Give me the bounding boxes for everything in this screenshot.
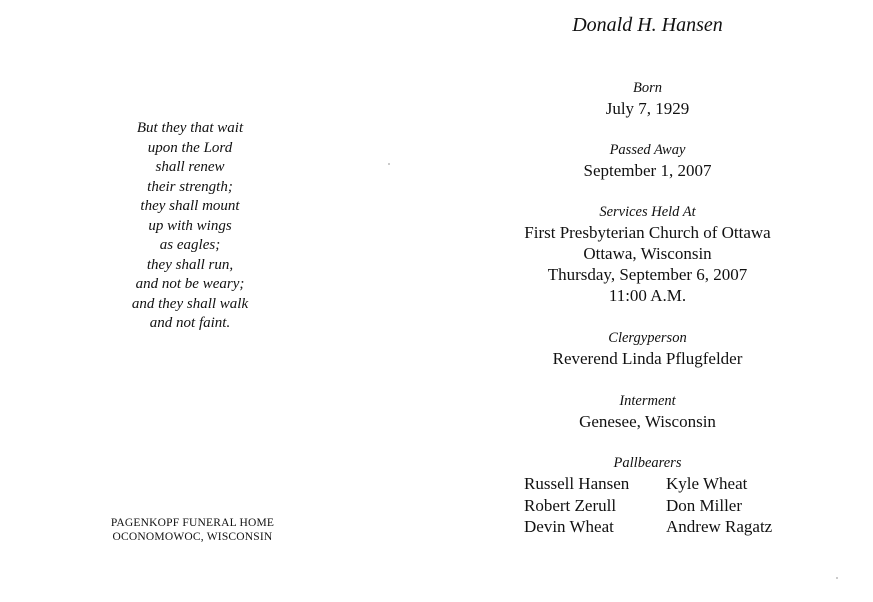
pallbearer-name: Kyle Wheat xyxy=(666,474,748,493)
verse-line: they shall run, xyxy=(146,256,234,273)
verse-line: their strength; xyxy=(147,178,233,195)
services-date: Thursday, September 6, 2007 xyxy=(547,265,748,284)
clergyperson-label: Clergyperson xyxy=(608,330,687,346)
passed-away-label: Passed Away xyxy=(609,142,686,158)
funeral-home xyxy=(100,516,285,544)
verse-line: shall renew xyxy=(155,159,225,175)
passed-away-date: September 1, 2007 xyxy=(583,161,712,180)
deceased-name: Donald H. Hansen xyxy=(572,14,723,36)
services-church: First Presbyterian Church of Ottawa xyxy=(524,223,771,242)
verse-line: up with wings xyxy=(148,217,232,234)
pallbearers-label: Pallbearers xyxy=(613,455,682,471)
passed-away-section xyxy=(500,140,795,181)
pallbearer-name: Robert Zerull xyxy=(524,495,617,515)
clergyperson-section xyxy=(500,328,795,369)
services-time: 11:00 A.M. xyxy=(608,286,687,305)
pallbearer-name: Russell Hansen xyxy=(524,474,630,493)
scan-speck xyxy=(836,577,838,579)
verse-line: and not faint. xyxy=(149,315,231,331)
verse-line: as eagles; xyxy=(159,237,221,253)
pallbearer-name: Devin Wheat xyxy=(524,517,614,536)
interment-location: Genesee, Wisconsin xyxy=(579,412,716,431)
verse-line: and they shall walk xyxy=(131,295,249,312)
pallbearers-section xyxy=(500,453,795,473)
verse-line: they shall mount xyxy=(140,198,240,214)
born-date: July 7, 1929 xyxy=(605,99,690,118)
pallbearer-name: Don Miller xyxy=(666,495,743,515)
scan-speck xyxy=(388,163,390,165)
services-city: Ottawa, Wisconsin xyxy=(583,244,712,263)
born-section xyxy=(500,78,795,119)
services-label: Services Held At xyxy=(599,204,696,220)
born-label: Born xyxy=(633,80,662,96)
verse-line: upon the Lord xyxy=(147,139,233,156)
interment-label: Interment xyxy=(619,393,676,409)
verse-line: But they that wait xyxy=(136,120,244,136)
interment-section xyxy=(500,391,795,432)
funeral-home-name: PAGENKOPF FUNERAL HOME xyxy=(110,517,275,529)
pallbearers-list xyxy=(524,473,794,538)
clergyperson-name: Reverend Linda Pflugfelder xyxy=(552,349,743,368)
scripture-verse xyxy=(100,119,280,334)
funeral-home-location: OCONOMOWOC, WISCONSIN xyxy=(112,531,273,543)
pallbearer-name: Andrew Ragatz xyxy=(666,517,773,536)
services-section xyxy=(500,202,795,306)
verse-line: and not be weary; xyxy=(135,276,245,292)
